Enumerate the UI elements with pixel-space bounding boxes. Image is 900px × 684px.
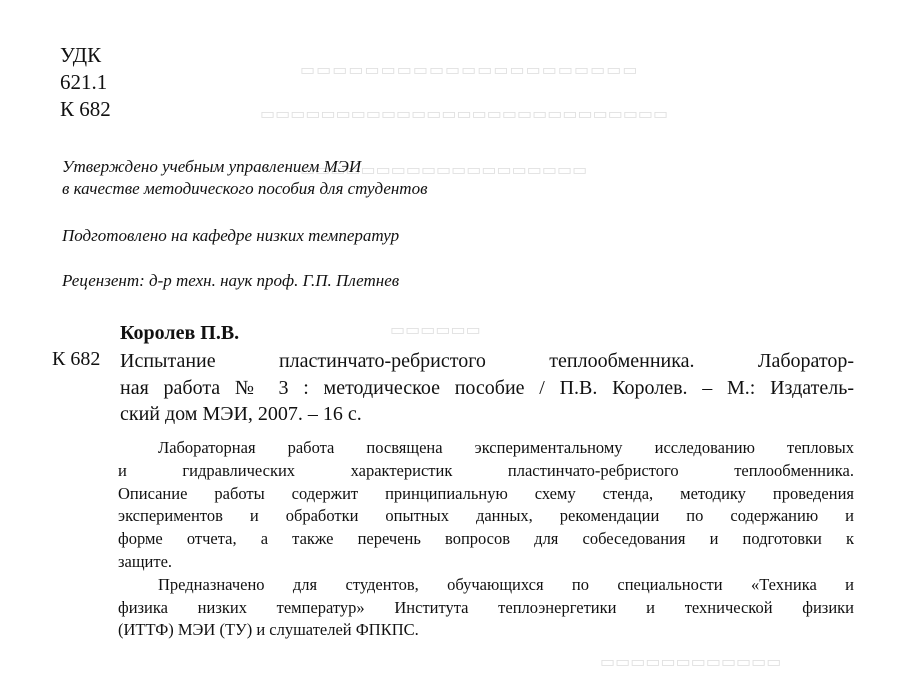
abstract-line: и гидравлических характеристик пластинчато-ребристого теплообменника. bbox=[118, 460, 854, 480]
bleed-through-text: ▭▭▭▭▭▭▭▭▭▭▭▭▭▭▭▭▭▭▭▭▭ bbox=[300, 62, 639, 79]
udk-block bbox=[60, 42, 111, 123]
bleed-through-text: ▭▭▭▭▭▭▭▭▭▭▭▭ bbox=[600, 654, 782, 671]
udk-label: УДК bbox=[60, 43, 102, 67]
citation-line: ский дом МЭИ, 2007. – 16 с. bbox=[120, 403, 362, 425]
approval-line-1: Утверждено учебным управлением МЭИ bbox=[62, 157, 362, 176]
abstract-line: Предназначено для студентов, обучающихся по специальности «Техника и bbox=[158, 574, 854, 594]
reviewer-note: Рецензент: д-р техн. наук проф. Г.П. Плетнев bbox=[62, 271, 400, 290]
bleed-through-text: ▭▭▭▭▭▭▭▭▭▭▭▭▭▭▭▭▭▭▭ bbox=[300, 162, 588, 179]
abstract-line: Лабораторная работа посвящена экспериментальному исследованию тепловых bbox=[158, 438, 854, 457]
abstract-line: (ИТТФ) МЭИ (ТУ) и слушателей ФПКПС. bbox=[118, 620, 419, 640]
abstract-line: экспериментов и обработки опытных данных, рекомендации по содержанию и bbox=[118, 506, 854, 526]
abstract-line: защите. bbox=[118, 551, 173, 571]
bibliographic-citation bbox=[120, 348, 854, 428]
catalog-code: К 682 bbox=[52, 348, 101, 370]
abstract-line: форме отчета, а также перечень вопросов для собеседования и подготовки к bbox=[118, 529, 854, 549]
udk-code: К 682 bbox=[60, 97, 111, 121]
bleed-through-text: ▭▭▭▭▭▭▭▭▭▭▭▭▭▭▭▭▭▭▭▭▭▭▭▭▭▭▭ bbox=[260, 106, 669, 123]
abstract-line: физика низких температур» Института теплоэнергетики и технической физики bbox=[118, 597, 854, 617]
approval-line-2: в качестве методического пособия для студентов bbox=[62, 179, 428, 198]
abstract-line: Описание работы содержит принципиальную схему стенда, методику проведения bbox=[118, 483, 854, 503]
citation-line: ная работа № 3 : методическое пособие / П.В. Королев. – М.: Издатель- bbox=[120, 376, 854, 399]
abstract bbox=[118, 437, 854, 642]
citation-line: Испытание пластинчато-ребристого теплообменника. Лаборатор- bbox=[120, 350, 854, 372]
bleed-through-text: ▭▭▭▭▭▭ bbox=[390, 322, 481, 339]
udk-number: 621.1 bbox=[60, 70, 108, 94]
prepared-note: Подготовлено на кафедре низких температур bbox=[62, 226, 400, 245]
author-name: Королев П.В. bbox=[120, 322, 240, 344]
